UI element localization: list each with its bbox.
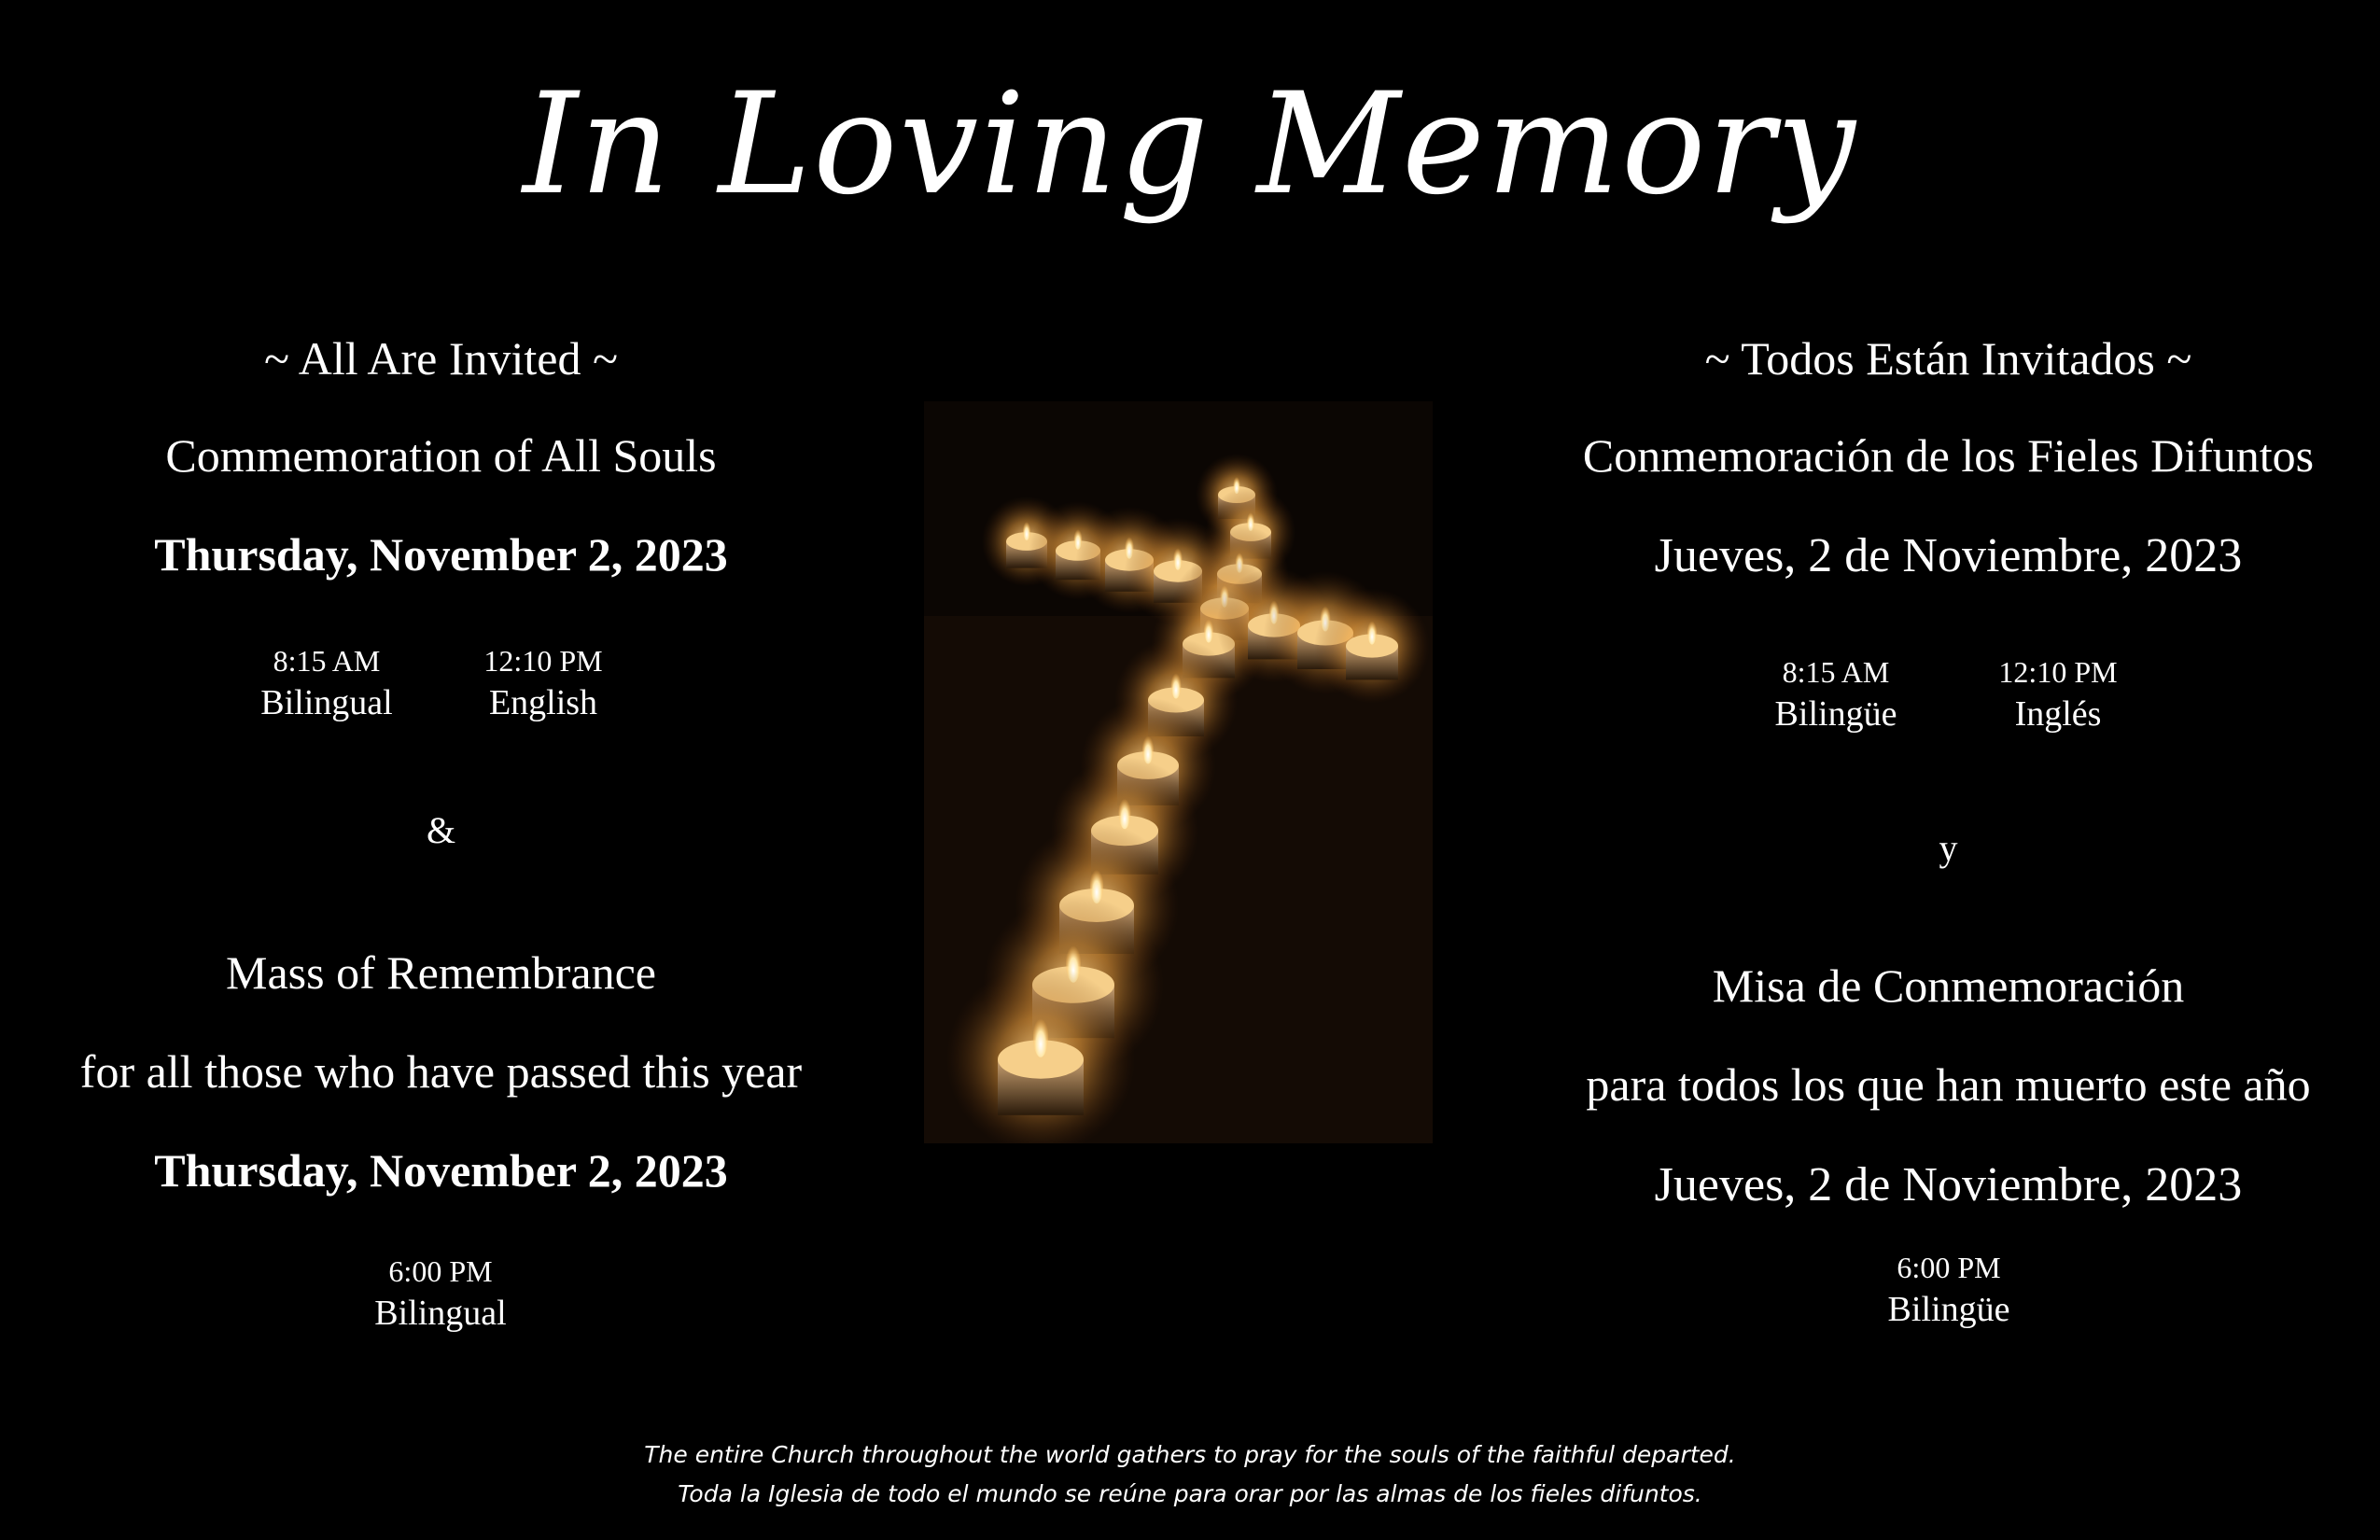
slot-language: Inglés <box>2014 694 2102 734</box>
candle-flame <box>1204 617 1213 643</box>
slot-language: Bilingual <box>260 683 393 722</box>
candle-flame <box>1367 619 1377 645</box>
candle-flame <box>1023 520 1030 540</box>
candle-cross-image <box>924 401 1433 1143</box>
event1-date: Thursday, November 2, 2023 <box>154 528 728 581</box>
conjunction: y <box>1939 827 1958 869</box>
english-column <box>37 0 845 1540</box>
event1-name: Commemoration of All Souls <box>165 429 717 482</box>
event2-name: Mass of Remembrance <box>226 946 656 999</box>
time-slot <box>1715 653 1957 737</box>
slot-language: Bilingüe <box>1887 1290 2010 1329</box>
time-slot <box>205 642 448 726</box>
slot-time: 12:10 PM <box>483 644 603 678</box>
slot-language: Bilingüe <box>1774 694 1897 734</box>
event2-date: Thursday, November 2, 2023 <box>154 1144 728 1197</box>
event1-name: Conmemoración de los Fieles Difuntos <box>1582 429 2315 482</box>
footer-spanish: Toda la Iglesia de todo el mundo se reúne para orar por las almas de los fieles difuntos. <box>678 1480 1702 1507</box>
slot-language: English <box>488 683 598 722</box>
event2-date: Jueves, 2 de Noviembre, 2023 <box>1654 1158 2243 1211</box>
time-slot <box>1937 653 2179 737</box>
candle-flame <box>1173 546 1182 570</box>
footer-english: The entire Church throughout the world gathers to pray for the souls of the faithful departed. <box>644 1441 1736 1468</box>
event2-times <box>1540 1249 2357 1351</box>
slot-language: Bilingual <box>374 1294 507 1333</box>
slot-time: 6:00 PM <box>1897 1251 2001 1284</box>
candle-flame <box>1142 733 1154 763</box>
invite-heading: ~ All Are Invited ~ <box>263 332 619 385</box>
slot-time: 8:15 AM <box>1782 655 1890 689</box>
candle-flame <box>1171 671 1182 699</box>
slot-time: 6:00 PM <box>388 1254 493 1288</box>
slot-time: 12:10 PM <box>1998 655 2118 689</box>
invite-heading: ~ Todos Están Invitados ~ <box>1704 332 2192 385</box>
time-slot <box>1827 1249 2070 1333</box>
event1-times <box>37 642 845 745</box>
event2-subtitle: for all those who have passed this year <box>79 1045 803 1098</box>
candle-flame <box>1033 1015 1049 1057</box>
conjunction: & <box>426 809 456 851</box>
event1-date: Jueves, 2 de Noviembre, 2023 <box>1654 529 2243 582</box>
page-title: In Loving Memory <box>523 63 1857 226</box>
spanish-column <box>1540 0 2357 1540</box>
time-slot <box>422 642 665 726</box>
event2-subtitle: para todos los que han muerto este año <box>1586 1058 2311 1111</box>
event2-name: Misa de Conmemoración <box>1712 959 2185 1012</box>
slot-time: 8:15 AM <box>273 644 381 678</box>
event1-times <box>1540 653 2357 756</box>
event2-times <box>37 1253 845 1355</box>
time-slot <box>319 1253 562 1337</box>
candle-flame <box>1119 795 1131 829</box>
candle-cross-icon <box>924 401 1433 1143</box>
